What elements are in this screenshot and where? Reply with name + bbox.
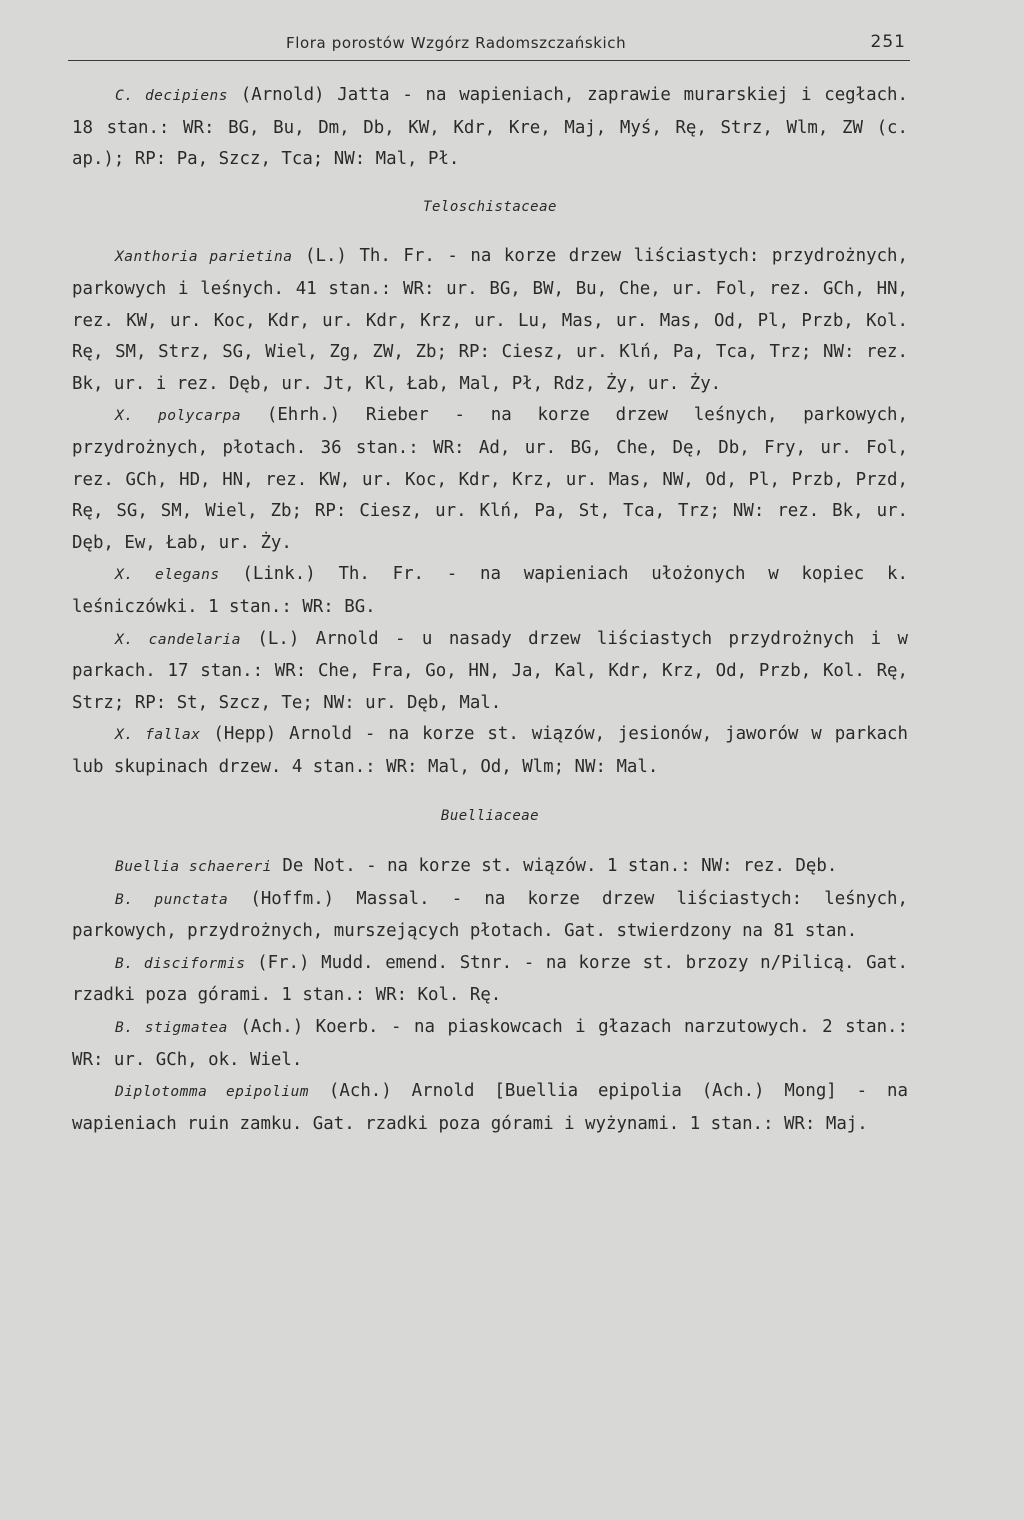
entry-text: (Hepp) Arnold - na korze st. wiązów, jesionów, jaworów w parkach lub skupinach drzew. 4 stan.: WR: Mal, Od, Wlm; NW: Mal. — [72, 724, 908, 777]
entry-text: (Arnold) Jatta - na wapieniach, zaprawie murarskiej i cegłach. 18 stan.: WR: BG, Bu, Dm, Db, KW, Kdr, Kre, Maj, Myś, Rę, Strz, Wlm, ZW (c. ap.); RP: Pa, Szcz, Tca; NW: Mal, Pł. — [72, 85, 908, 170]
taxon-name: C. decipiens — [115, 88, 229, 104]
entry-text: (Fr.) Mudd. emend. Stnr. - na korze st. brzozy n/Pilicą. Gat. rzadki poza górami. 1 stan.: WR: Kol. Rę. — [72, 952, 908, 1006]
species-entry — [72, 1076, 908, 1140]
entry-text: De Not. - na korze st. wiązów. 1 stan.: NW: rez. Dęb. — [271, 856, 838, 877]
species-entry — [72, 241, 908, 400]
entry-text: (L.) Arnold - u nasady drzew liściastych przydrożnych i w parkach. 17 stan.: WR: Che, Fra, Go, HN, Ja, Kal, Kdr, Krz, Od, Przb, Kol. Rę, Strz; RP: St, Szcz, Te; NW: ur. Dęb, Mal. — [72, 628, 908, 713]
taxon-name: X. fallax — [115, 727, 201, 744]
entry-text: (Ach.) Koerb. - na piaskowcach i głazach narzutowych. 2 stan.: WR: ur. GCh, ok. Wiel. — [72, 1017, 908, 1070]
entry-text: (Hoffm.) Massal. - na korze drzew liściastych: leśnych, parkowych, przydrożnych, murszejących płotach. Gat. stwierdzony na 81 stan. — [72, 888, 908, 942]
species-entry — [72, 624, 908, 720]
entry-text: (Ach.) Arnold [Buellia epipolia (Ach.) Mong] - na wapieniach ruin zamku. Gat. rzadki poza górami i wyżynami. 1 stan.: WR: Maj. — [72, 1081, 908, 1134]
species-entry — [72, 948, 908, 1012]
body-text — [72, 80, 908, 1140]
taxon-name: Xanthoria parietina — [115, 249, 293, 266]
taxon-name: Diplotomma epipolium — [115, 1084, 310, 1101]
species-entry — [72, 719, 908, 783]
species-entry — [72, 884, 908, 948]
entry-text: (Link.) Th. Fr. - na wapieniach ułożonych w kopiec k. leśniczówki. 1 stan.: WR: BG. — [72, 564, 908, 617]
taxon-name: Buellia schaereri — [115, 859, 272, 876]
taxon-name: B. disciformis — [115, 955, 246, 972]
species-entry — [72, 1012, 908, 1076]
entry-text: (Ehrh.) Rieber - na korze drzew leśnych, parkowych, przydrożnych, płotach. 36 stan.: WR: Ad, ur. BG, Che, Dę, Db, Fry, ur. Fol, rez. GCh, HD, HN, rez. KW, ur. Koc, Kdr, Krz, ur. Mas, NW, Od, Pl, Przb, Przd, Rę, SG, SM, Wiel, Zb; RP: Ciesz, ur. Klń, Pa, St, Tca, Trz; NW: rez. Bk, ur. Dęb, Ew, Łab, ur. Ży. — [72, 405, 908, 553]
species-entry — [72, 559, 908, 623]
family-heading: Teloschistaceae — [423, 198, 557, 215]
family-heading: Buelliaceae — [440, 808, 540, 825]
species-entry — [72, 80, 908, 176]
species-entry — [72, 400, 908, 559]
taxon-name: X. candelaria — [115, 631, 241, 648]
species-entry — [72, 851, 908, 884]
taxon-name: X. elegans — [115, 567, 220, 584]
taxon-name: B. stigmatea — [115, 1020, 228, 1037]
page-number: 251 — [870, 32, 906, 52]
entry-text: (L.) Th. Fr. - na korze drzew liściastych: przydrożnych, parkowych i leśnych. 41 stan.: WR: ur. BG, BW, Bu, Che, ur. Fol, rez. GCh, HN, rez. KW, ur. Koc, Kdr, ur. Kdr, Krz, ur. Lu, Mas, ur. Mas, Od, Pl, Przb, Kol. Rę, SM, Strz, SG, Wiel, Zg, ZW, Zb; RP: Ciesz, ur. Klń, Pa, Tca, Trz; NW: rez. Bk, ur. i rez. Dęb, ur. Jt, Kl, Łab, Mal, Pł, Rdz, Ży, ur. Ży. — [72, 246, 908, 394]
taxon-name: B. punctata — [115, 891, 229, 908]
taxon-name: X. polycarpa — [115, 408, 242, 425]
running-title: Flora porostów Wzgórz Radomszczańskich — [286, 34, 627, 52]
running-header — [68, 30, 910, 61]
